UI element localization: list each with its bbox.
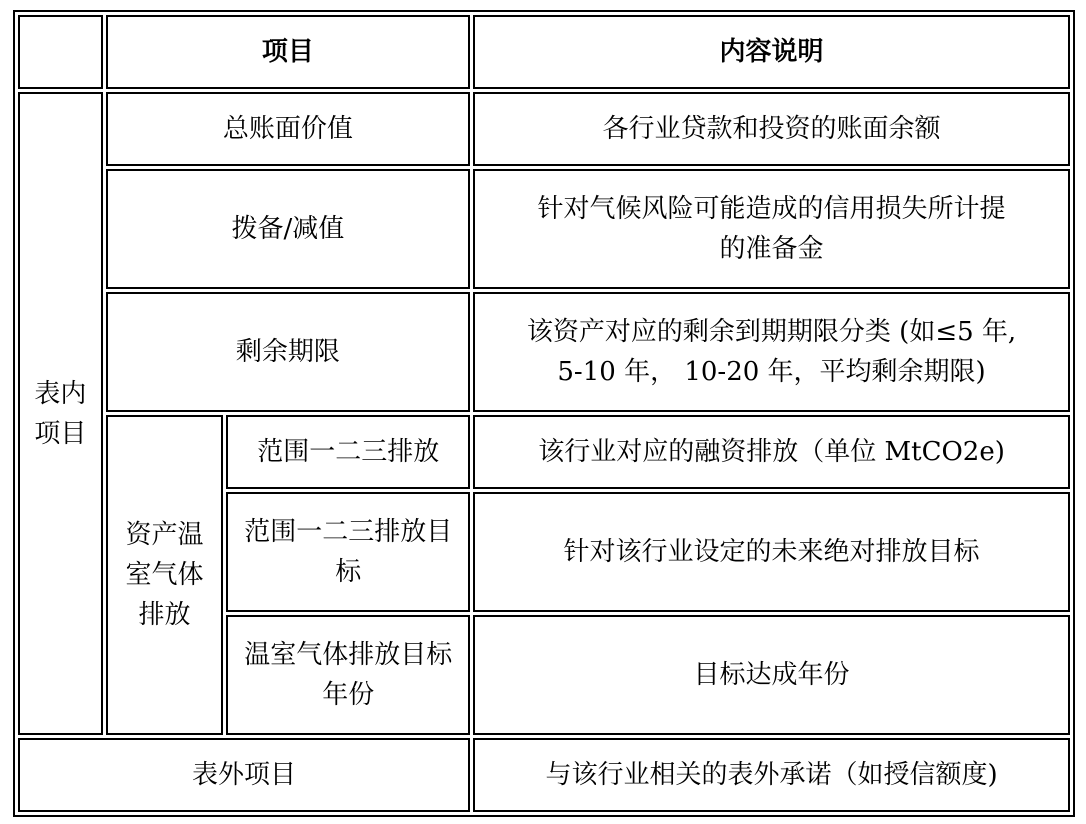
description-line: 的准备金 [719,234,824,264]
off-balance-item: 表外项目 [18,738,470,812]
ghg-item-cell [226,492,470,612]
on-balance-label-line2: 项目 [34,418,87,449]
header-item: 项目 [106,15,470,89]
description-cell [473,169,1070,289]
description-line: 5-10 年， 10-20 年，平均剩余期限) [557,357,986,387]
description-line: 该资产对应的剩余到期期限分类 (如≤5 年, [526,317,1017,347]
ghg-item-line: 范围一二三排放 [257,437,440,467]
ghg-label-line1: 资产温 [125,520,204,550]
header-row [18,15,1070,89]
ghg-item-line: 温室气体排放目标 [244,640,453,670]
ghg-label-line2: 室气体 [125,560,204,590]
ghg-item-cell [226,415,470,489]
header-blank-cell [18,15,103,89]
ghg-label [106,415,224,735]
description-line: 各行业贷款和投资的账面余额 [602,114,941,144]
ghg-item-cell [226,615,470,735]
table-row [18,92,1070,166]
ghg-item-line: 年份 [322,680,375,710]
header-description: 内容说明 [473,15,1070,89]
description-cell: 该行业对应的融资排放（单位 MtCO2e) [473,415,1070,489]
ghg-label-line3: 排放 [138,600,191,630]
on-balance-label [18,92,103,735]
table-row [18,169,1070,289]
description-cell: 目标达成年份 [473,615,1070,735]
ghg-item-line: 标 [335,557,362,587]
disclosure-table [13,10,1075,817]
table-row [18,415,1070,489]
description-cell: 与该行业相关的表外承诺（如授信额度) [473,738,1070,812]
ghg-item-line: 范围一二三排放目 [244,517,453,547]
description-line: 针对气候风险可能造成的信用损失所计提 [537,194,1006,224]
table-row [18,292,1070,412]
on-balance-label-line1: 表内 [34,378,87,409]
description-cell [473,92,1070,166]
table-row [18,738,1070,812]
item-cell: 拨备/减值 [106,169,470,289]
item-cell: 剩余期限 [106,292,470,412]
description-cell [473,292,1070,412]
disclosure-table-wrapper [13,10,1075,817]
description-cell: 针对该行业设定的未来绝对排放目标 [473,492,1070,612]
item-cell: 总账面价值 [106,92,470,166]
